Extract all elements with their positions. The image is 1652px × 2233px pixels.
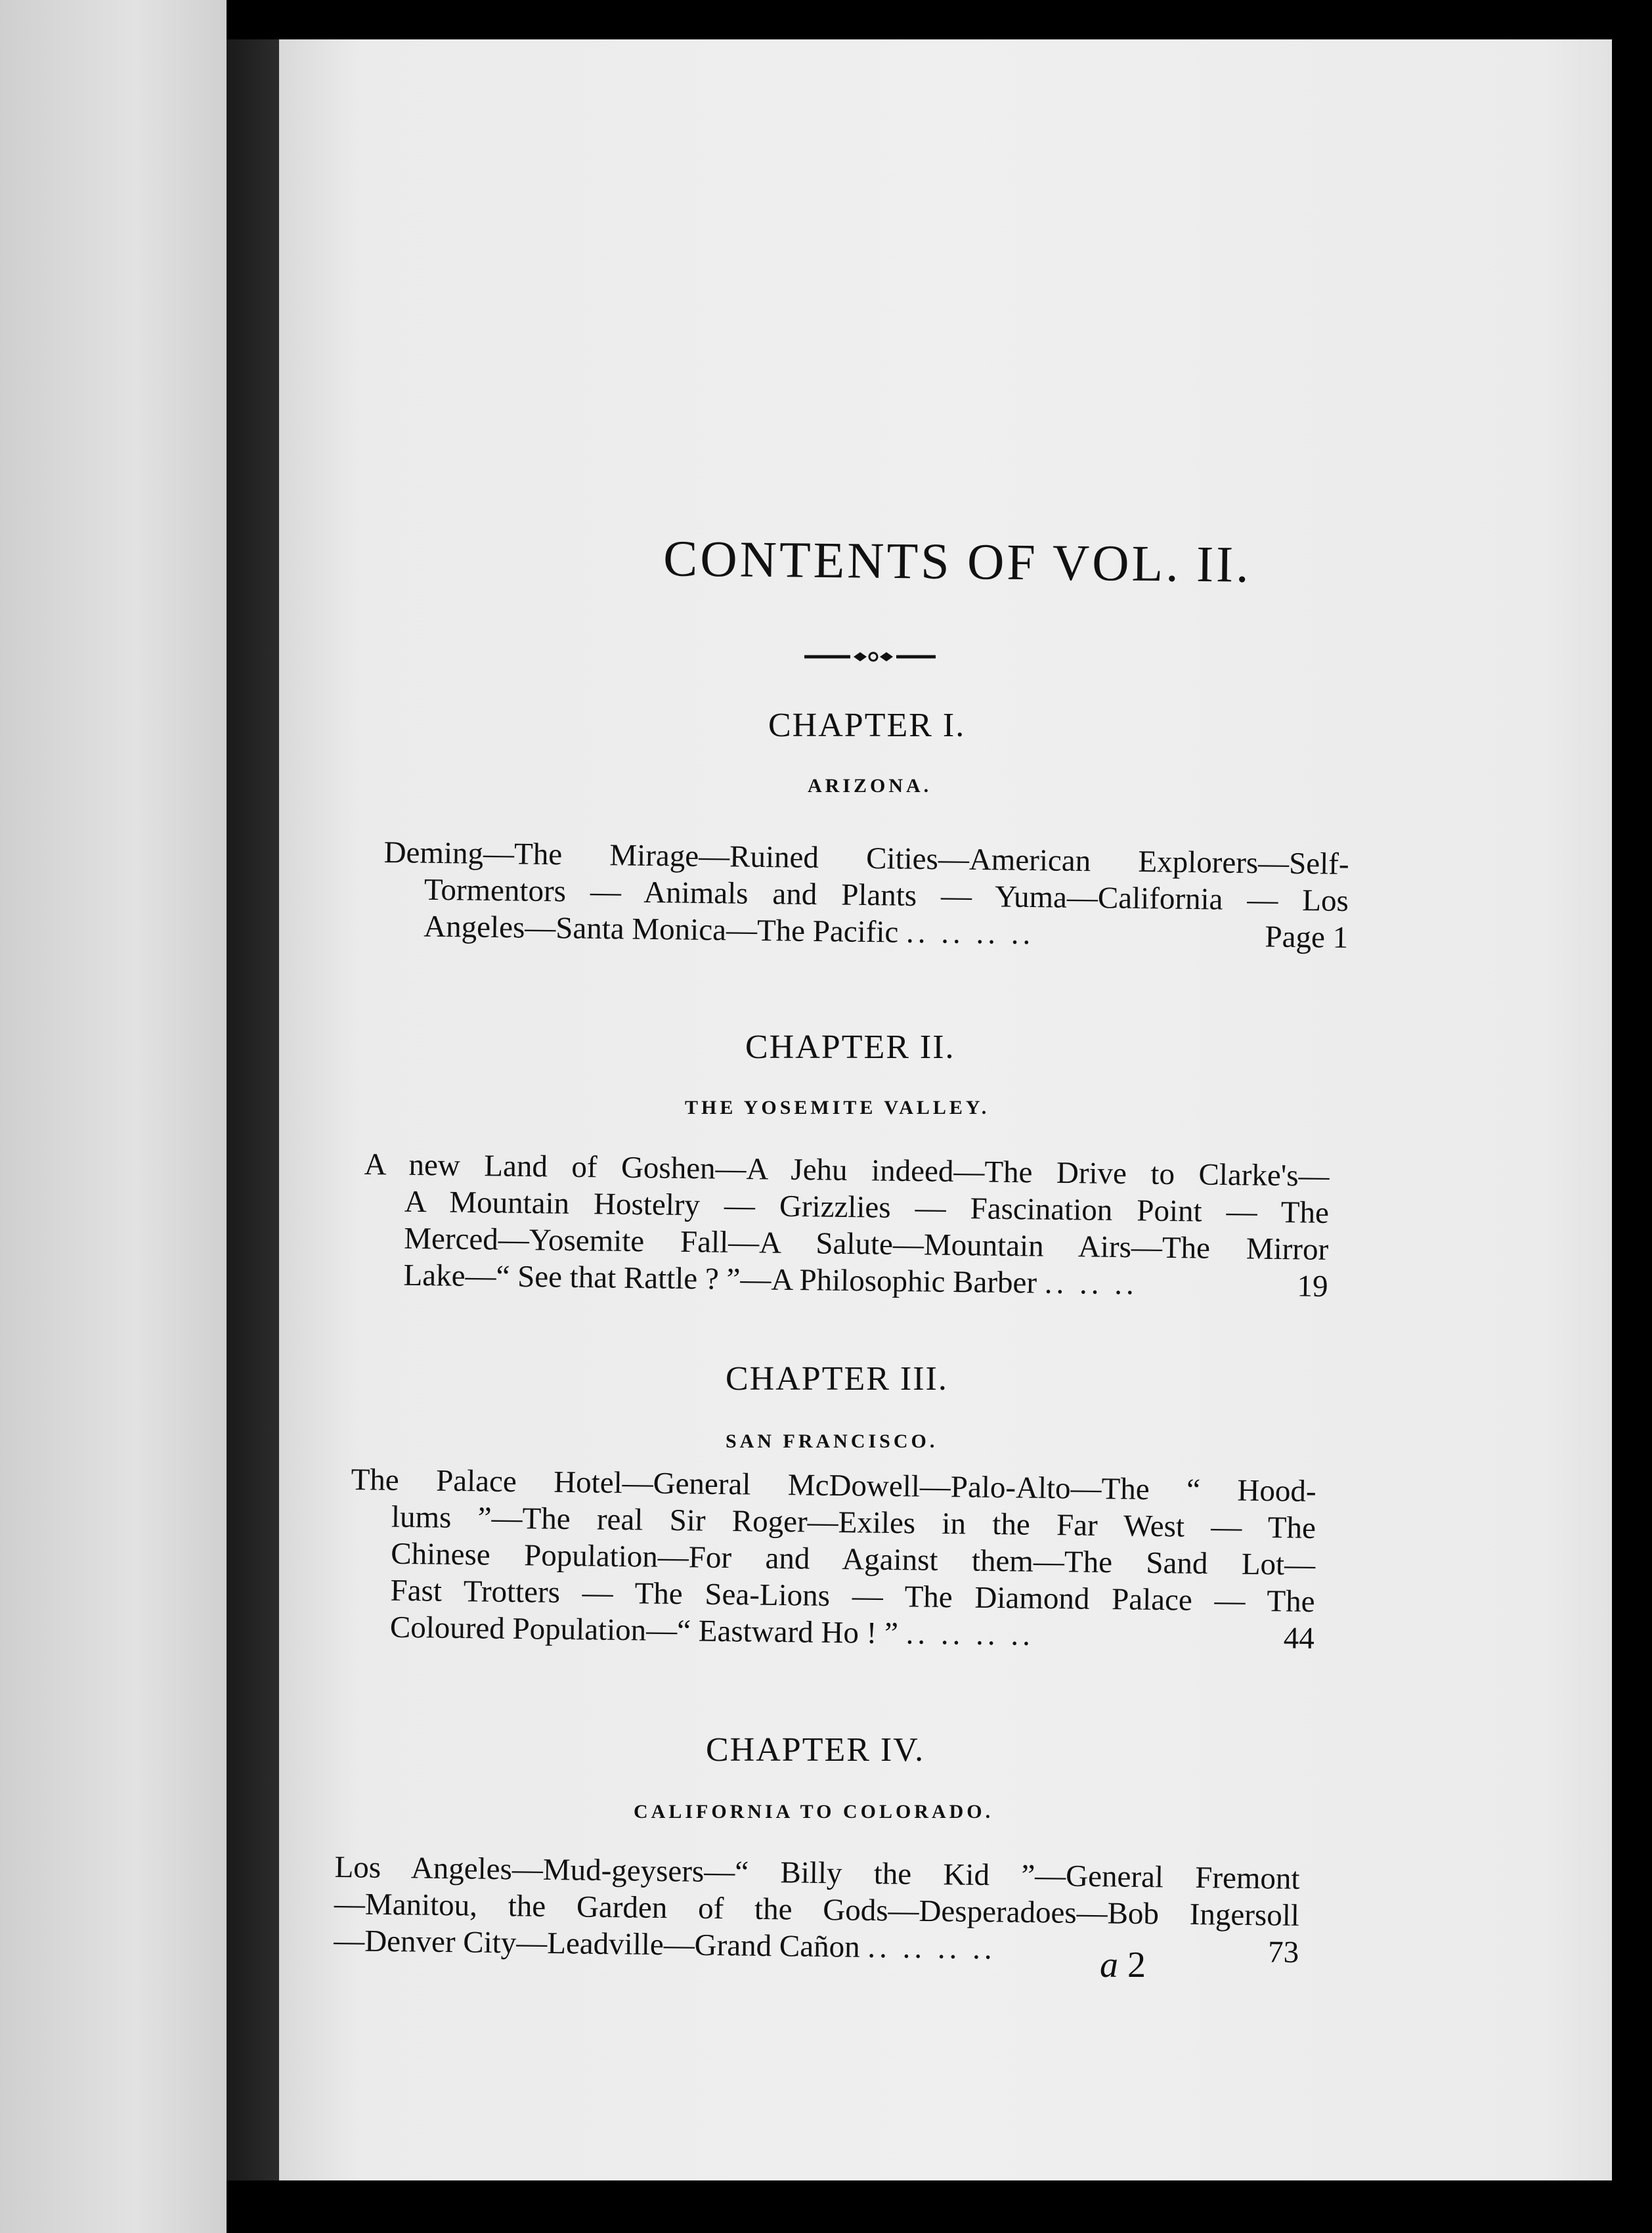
chapter-3-line-5-text: Coloured Population—“ Eastward Ho ! ” <box>389 1610 899 1651</box>
chapter-4-line-3-text: —Denver City—Leadville—Grand Cañon <box>333 1923 860 1964</box>
book-gutter <box>227 39 279 2180</box>
chapter-4-page: 73 <box>1267 1935 1299 1970</box>
chapter-2-heading: CHAPTER II. <box>745 1028 955 1066</box>
chapter-4-heading: CHAPTER IV. <box>706 1731 925 1769</box>
leader-dots: .. .. .. .. <box>905 1616 1035 1652</box>
facing-page-edge <box>0 0 227 2233</box>
signature-mark <box>1100 1944 1146 1986</box>
chapter-1-line-2: Tormentors — Animals and Plants — Yuma—California — Los <box>424 872 1349 918</box>
chapter-4-summary <box>334 1849 1300 1971</box>
chapter-3-page: 44 <box>1283 1621 1315 1656</box>
signature-number: 2 <box>1127 1945 1146 1985</box>
chapter-2-line-4-text: Lake—“ See that Rattle ? ”—A Philosophic Barber <box>403 1258 1037 1300</box>
chapter-3-line-3: Chinese Population—For and Against them—The Sand Lot— <box>390 1536 1316 1582</box>
chapter-1-heading: CHAPTER I. <box>768 707 966 744</box>
chapter-2-line-3: Merced—Yosemite Fall—A Salute—Mountain Airs—The Mirror <box>403 1221 1329 1267</box>
chapter-2-line-1: A new Land of Goshen—A Jehu indeed—The Drive to Clarke's— <box>364 1147 1330 1193</box>
chapter-1-summary <box>383 834 1349 956</box>
chapter-2-subtitle: THE YOSEMITE VALLEY. <box>685 1097 990 1118</box>
leader-dots: .. .. .. .. <box>867 1930 996 1966</box>
chapter-2-page: 19 <box>1297 1269 1328 1304</box>
chapter-4-line-2: —Manitou, the Garden of the Gods—Desperadoes—Bob Ingersoll <box>334 1886 1300 1933</box>
leader-dots: .. .. .. <box>1044 1266 1139 1302</box>
ornament-divider <box>804 647 936 667</box>
book-page <box>279 39 1612 2180</box>
leader-dots: .. .. .. .. <box>905 915 1035 952</box>
chapter-3-line-4: Fast Trotters — The Sea-Lions — The Diamond Palace — The <box>390 1573 1315 1619</box>
chapter-4-line-1: Los Angeles—Mud-geysers—“ Billy the Kid ”—General Fremont <box>334 1849 1300 1896</box>
chapter-1-line-1: Deming—The Mirage—Ruined Cities—American Explorers—Self- <box>383 835 1349 881</box>
contents-title: CONTENTS OF VOL. II. <box>663 529 1252 593</box>
chapter-4-subtitle: CALIFORNIA TO COLORADO. <box>634 1801 994 1823</box>
chapter-2-summary <box>362 1146 1330 1305</box>
chapter-3-heading: CHAPTER III. <box>726 1360 948 1398</box>
chapter-3-subtitle: SAN FRANCISCO. <box>726 1430 938 1452</box>
chapter-1-subtitle: ARIZONA. <box>808 775 932 797</box>
signature-letter: a <box>1100 1945 1118 1985</box>
chapter-3-line-1: The Palace Hotel—General McDowell—Palo-Alto—The “ Hood- <box>351 1462 1316 1509</box>
chapter-1-page: Page 1 <box>1265 919 1349 955</box>
chapter-3-summary <box>349 1461 1316 1657</box>
chapter-2-line-2: A Mountain Hostelry — Grizzlies — Fascination Point — The <box>404 1184 1330 1230</box>
chapter-1-line-3-text: Angeles—Santa Monica—The Pacific <box>423 909 899 950</box>
chapter-3-line-2: lums ”—The real Sir Roger—Exiles in the Far West — The <box>391 1499 1316 1545</box>
